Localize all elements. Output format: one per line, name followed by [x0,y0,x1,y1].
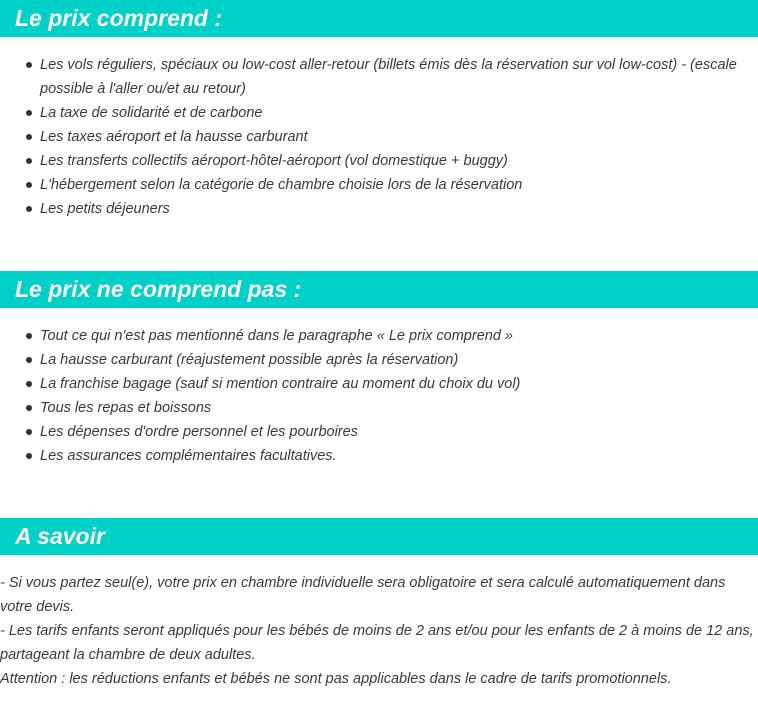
bullet-icon [26,62,32,68]
bullet-icon [26,453,32,459]
excluded-list [0,324,740,468]
list-item: L'hébergement selon la catégorie de chambre choisie lors de la réservation [0,173,740,197]
list-item: Les taxes aéroport et la hausse carburant [0,125,740,149]
info-notes [0,571,754,691]
info-line: Attention : les réductions enfants et bébés ne sont pas applicables dans le cadre de tarifs promotionnels. [0,671,672,687]
bullet-icon [26,381,32,387]
bullet-icon [26,333,32,339]
section-title-excluded: Le prix ne comprend pas : [15,276,302,302]
info-line: - Les tarifs enfants seront appliqués pour les bébés de moins de 2 ans et/ou pour les enfants de 2 à moins de 12 ans, partageant la chambre de deux adultes. [0,623,754,663]
bullet-icon [26,158,32,164]
list-item: Les transferts collectifs aéroport-hôtel-aéroport (vol domestique + buggy) [0,149,740,173]
list-item: Les vols réguliers, spéciaux ou low-cost aller-retour (billets émis dès la réservation sur vol low-cost) - (escale possible à l'aller ou/et au retour) [0,53,740,101]
list-item: Les assurances complémentaires facultatives. [0,444,740,468]
list-item: Tout ce qui n'est pas mentionné dans le paragraphe « Le prix comprend » [0,324,740,348]
bullet-icon [26,206,32,212]
list-item: Les dépenses d'ordre personnel et les pourboires [0,420,740,444]
bullet-icon [26,429,32,435]
list-item: La franchise bagage (sauf si mention contraire au moment du choix du vol) [0,372,740,396]
section-header-info [0,518,758,555]
section-header-excluded [0,271,758,308]
bullet-icon [26,110,32,116]
list-item: Les petits déjeuners [0,197,740,221]
bullet-icon [26,134,32,140]
section-header-included [0,0,758,37]
list-item: La taxe de solidarité et de carbone [0,101,740,125]
bullet-icon [26,357,32,363]
list-item: Tous les repas et boissons [0,396,740,420]
bullet-icon [26,405,32,411]
bullet-icon [26,182,32,188]
section-title-info: A savoir [15,523,105,549]
included-list [0,53,740,221]
info-line: - Si vous partez seul(e), votre prix en chambre individuelle sera obligatoire et sera calculé automatiquement dans votre devis. [0,575,726,615]
list-item: La hausse carburant (réajustement possible après la réservation) [0,348,740,372]
section-title-included: Le prix comprend : [15,5,223,31]
